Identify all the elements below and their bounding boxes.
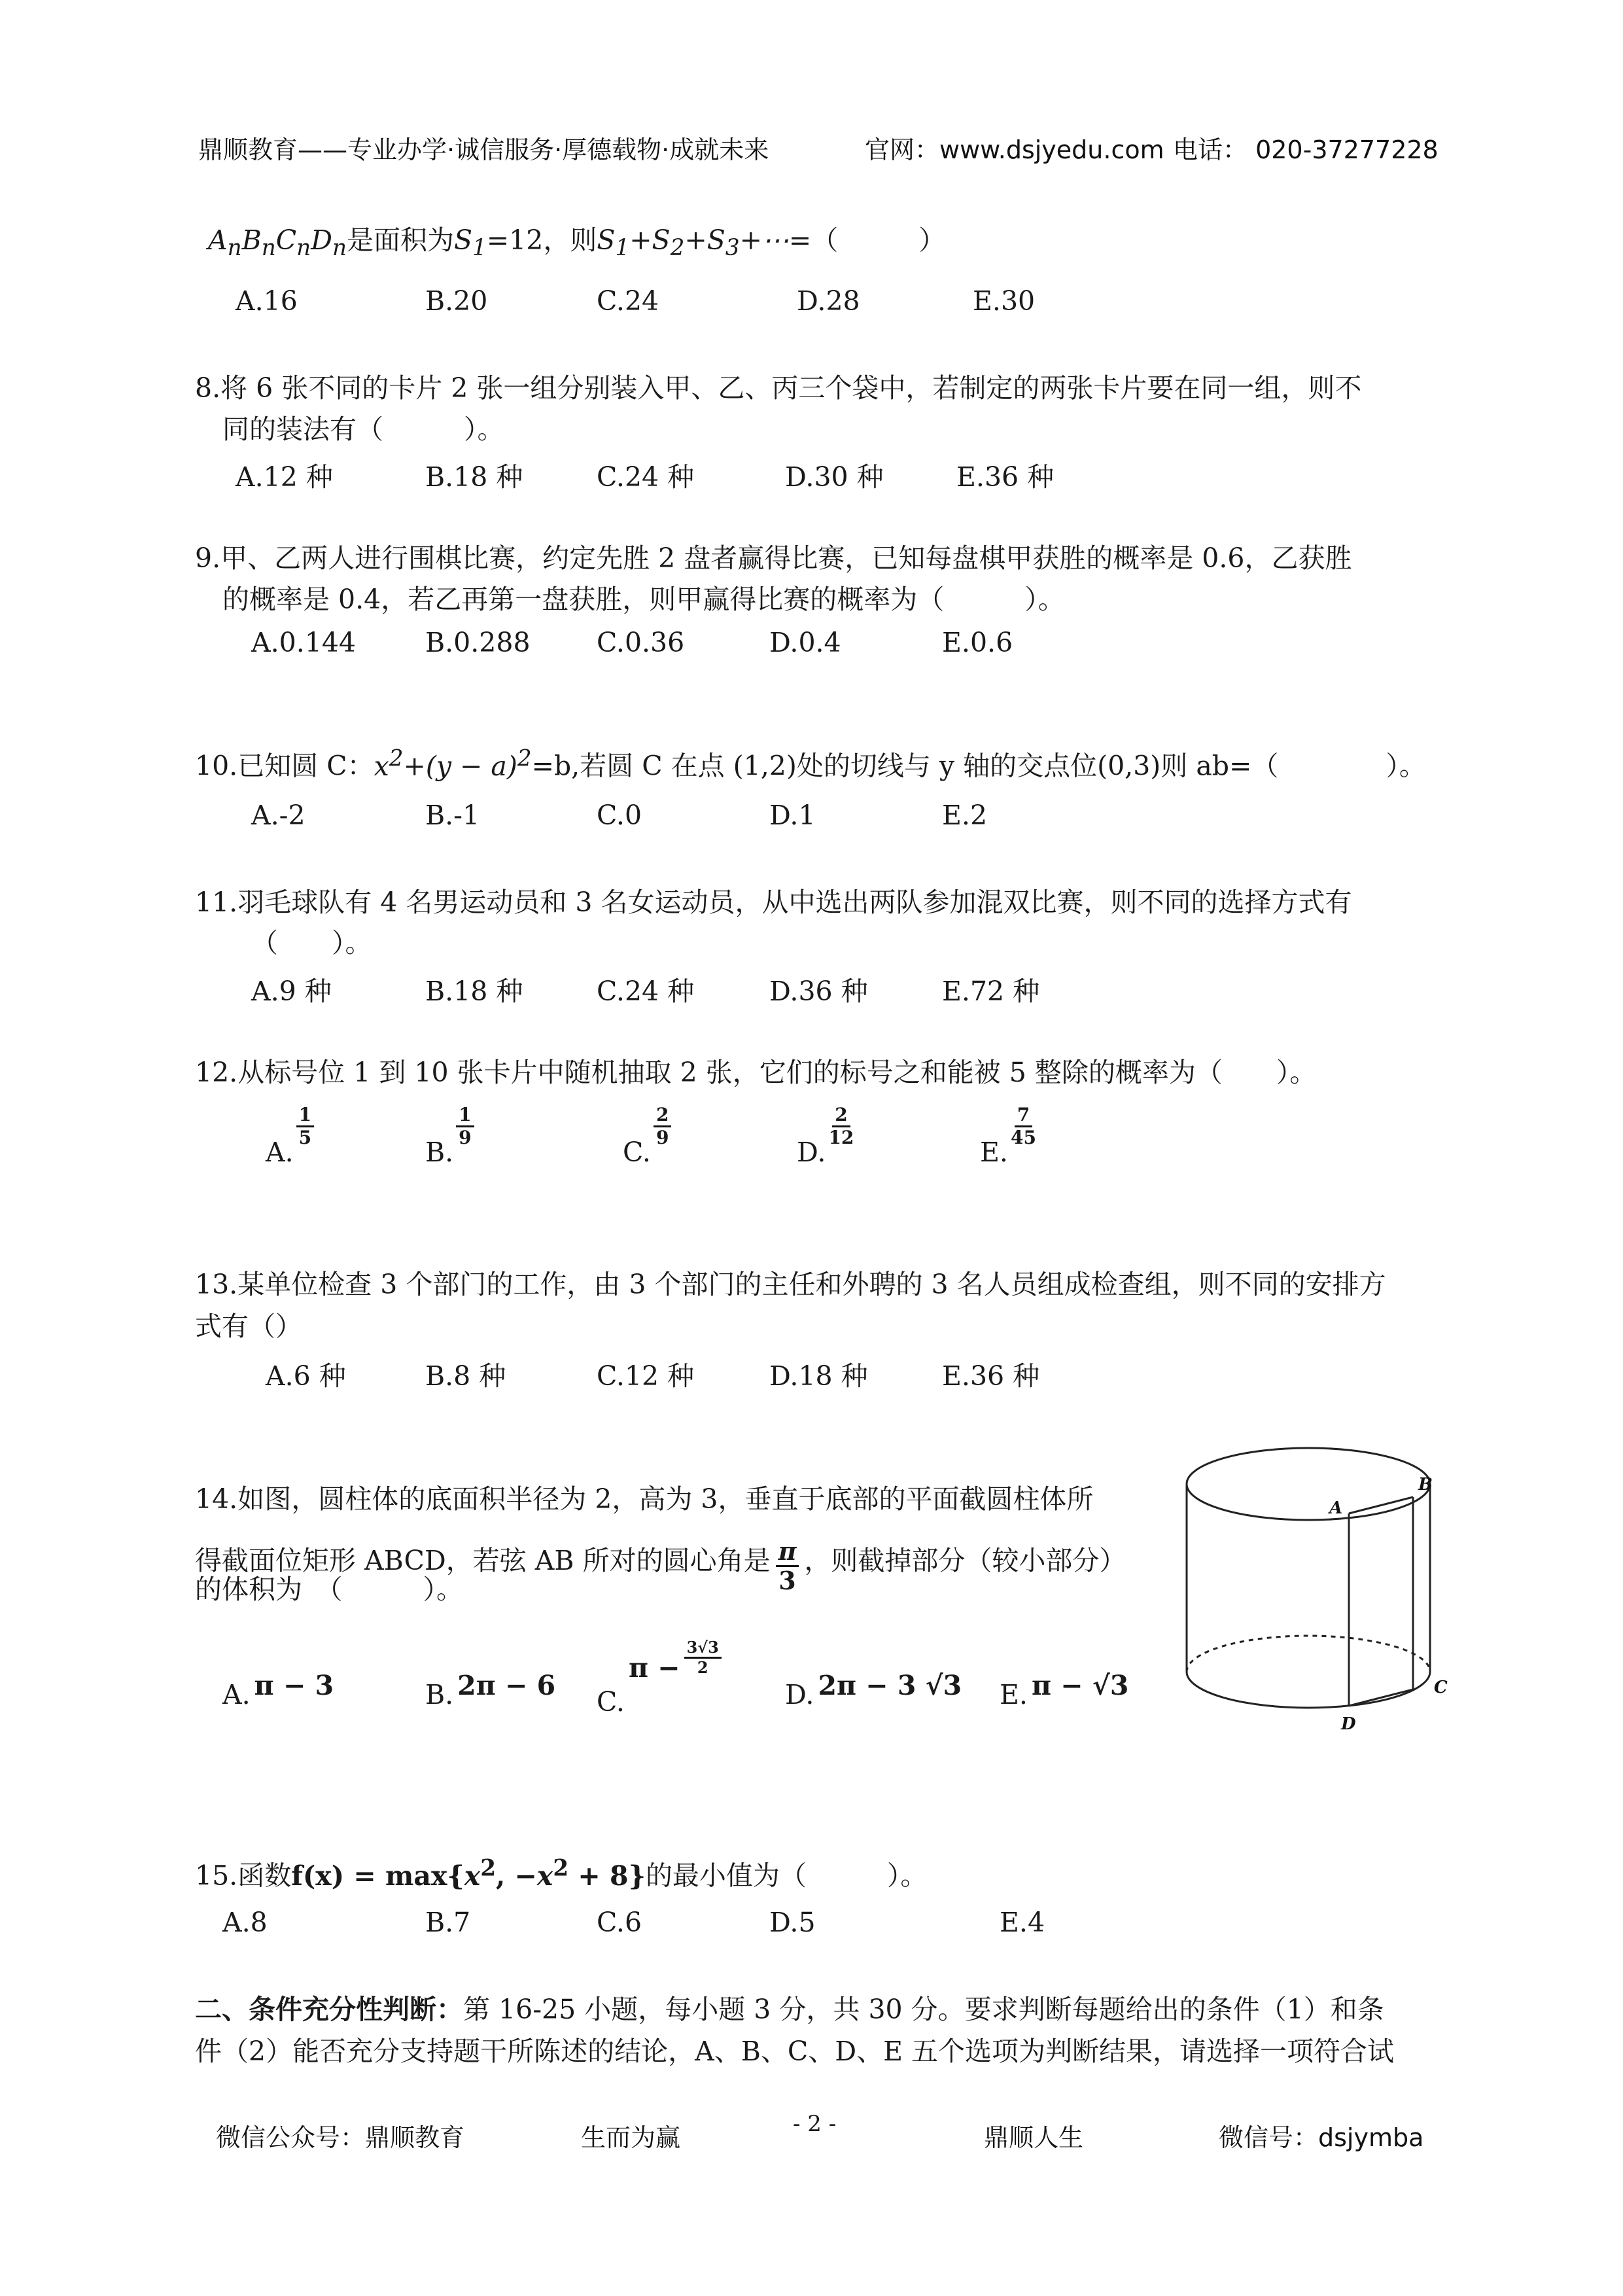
q8-option-c: C.24 种: [597, 461, 695, 493]
q13-line2: 式有（）: [195, 1311, 302, 1342]
q11-option-d: D.36 种: [769, 976, 868, 1007]
q15-prefix: 15.函数: [195, 1860, 292, 1892]
q9-option-a: A.0.144: [251, 627, 357, 658]
q7-math-s1: $S_1$: [454, 224, 487, 262]
q14-option-b-value: 2π − 6: [457, 1670, 556, 1701]
q7-math-sum: $S_1+S_2+S_3+\cdots$: [597, 224, 789, 262]
q12-option-a-fraction: [296, 1104, 314, 1148]
q10-option-a: A.-2: [251, 800, 305, 831]
q9-option-d: D.0.4: [769, 627, 841, 658]
q8-option-d: D.30 种: [785, 461, 884, 493]
q12-option-e: [980, 1104, 1036, 1168]
q7-text-c: =（ ）: [788, 224, 946, 256]
cylinder-bottom-front-arc: [1187, 1672, 1430, 1708]
figure-label-a: A: [1329, 1498, 1343, 1518]
q13-option-a: A.6 种: [266, 1360, 346, 1392]
q14-option-b: [425, 1670, 556, 1710]
section2-line1-rest: 第 16-25 小题，每小题 3 分，共 30 分。要求判断每题给出的条件（1）和条: [463, 1994, 1384, 2025]
header-left: 鼎顺教育——专业办学·诚信服务·厚德载物·成就未来: [198, 135, 769, 164]
q9-line1: 9.甲、乙两人进行围棋比赛，约定先胜 2 盘者赢得比赛，已知每盘棋甲获胜的概率是 0.6，乙获胜: [195, 542, 1352, 574]
figure-label-b: B: [1418, 1475, 1433, 1494]
q11-line1: 11.羽毛球队有 4 名男运动员和 3 名女运动员，从中选出两队参加混双比赛，则不同的选择方式有: [195, 887, 1352, 918]
q13-option-d: D.18 种: [769, 1360, 868, 1392]
q7-stem: [208, 220, 945, 269]
q12-option-a-num: 1: [296, 1104, 314, 1127]
q14-option-c-letter: C.: [597, 1686, 625, 1718]
cut-edge-ab: [1349, 1497, 1413, 1513]
q14-line2-part-a: 得截面位矩形 ABCD，若弦 AB 所对的圆心角是: [195, 1545, 771, 1576]
q14-line3: 的体积为 （ ）。: [195, 1574, 463, 1605]
q14-cylinder-figure: [1178, 1430, 1472, 1731]
q12-option-a-letter: A.: [266, 1137, 294, 1168]
q12-option-c-num: 2: [654, 1104, 671, 1127]
q9-line2: 的概率是 0.4，若乙再第一盘获胜，则甲赢得比赛的概率为（ ）。: [222, 584, 1065, 615]
q7-text-b: =12，则: [486, 224, 597, 256]
q11-option-a: A.9 种: [251, 976, 332, 1007]
q12-option-b-num: 1: [456, 1104, 474, 1127]
q12-option-d-num: 2: [832, 1104, 850, 1127]
q12-option-c-den: 9: [655, 1127, 669, 1148]
footer-page-number: - 2 -: [793, 2111, 837, 2137]
q14-option-e-value: π − √3: [1031, 1670, 1129, 1701]
q9-option-e: E.0.6: [942, 627, 1013, 658]
q8-option-b: B.18 种: [425, 461, 523, 493]
q14-line1: 14.如图，圆柱体的底面积半径为 2，高为 3，垂直于底部的平面截圆柱体所: [195, 1483, 1094, 1515]
q12-option-b-fraction: [456, 1104, 474, 1148]
q10-math-circle: $x^2+(y - a)^2$: [374, 745, 532, 782]
q10-option-d: D.1: [769, 800, 816, 831]
q7-text-a: 是面积为: [347, 224, 454, 256]
header-phone: 电话： 020-37277228: [1173, 135, 1439, 164]
q15-option-d: D.5: [769, 1907, 816, 1938]
q7-option-a: A.16: [236, 285, 298, 317]
q7-option-d: D.28: [797, 285, 860, 317]
q12-option-c: [623, 1104, 671, 1168]
q12-option-a-den: 5: [298, 1127, 312, 1148]
q11-option-c: C.24 种: [597, 976, 695, 1007]
q14-line2-part-b: ，则截掉部分（较小部分）: [804, 1545, 1126, 1576]
q8-option-a: A.12 种: [236, 461, 333, 493]
q12-line1: 12.从标号位 1 到 10 张卡片中随机抽取 2 张，它们的标号之和能被 5 整除的概率为（ ）。: [195, 1057, 1317, 1088]
section2-line2: 件（2）能否充分支持题干所陈述的结论，A、B、C、D、E 五个选项为判断结果，请选择一项符合试: [195, 2036, 1395, 2067]
q7-option-b: B.20: [425, 285, 488, 317]
q15-option-e: E.4: [1000, 1907, 1045, 1938]
q12-option-d-den: 12: [828, 1127, 854, 1148]
q7-option-c: C.24: [597, 285, 659, 317]
q13-option-b: B.8 种: [425, 1360, 506, 1392]
q14-option-d-value: 2π − 3 √3: [818, 1670, 962, 1701]
cylinder-bottom-back-arc: [1187, 1636, 1430, 1672]
footer-wechat-id: 微信号：dsjymba: [1219, 2123, 1424, 2152]
q12-option-d-letter: D.: [797, 1137, 826, 1168]
q12-option-a: [266, 1104, 314, 1168]
q13-option-e: E.36 种: [942, 1360, 1040, 1392]
footer-slogan: 生而为赢: [581, 2123, 681, 2152]
q9-option-c: C.0.36: [597, 627, 685, 658]
figure-label-c: C: [1434, 1678, 1448, 1697]
q14-option-a-letter: A.: [222, 1679, 251, 1710]
q12-option-e-letter: E.: [980, 1137, 1008, 1168]
q15-stem: [195, 1848, 927, 1897]
header-website: 官网：www.dsjyedu.com: [865, 135, 1164, 164]
q12-option-e-fraction: [1011, 1104, 1036, 1148]
q7-option-e: E.30: [973, 285, 1036, 317]
q7-math-anbncndn: $A_nB_nC_nD_n$: [208, 224, 347, 262]
q14-option-c: [597, 1638, 722, 1718]
q14-fraction-pi-over-3: $\frac{\pi}{3}$: [776, 1538, 799, 1595]
q10-suffix: =b,若圆 C 在点 (1,2)处的切线与 y 轴的交点位(0,3)则 ab=（ ）。: [531, 750, 1426, 782]
q12-option-c-fraction: [654, 1104, 671, 1148]
q14-option-b-letter: B.: [425, 1679, 454, 1710]
q12-option-e-num: 7: [1015, 1104, 1032, 1127]
figure-label-d: D: [1341, 1714, 1356, 1731]
cut-edge-dc: [1349, 1689, 1413, 1706]
q14-option-d-letter: D.: [785, 1679, 814, 1710]
q13-option-c: C.12 种: [597, 1360, 695, 1392]
q15-suffix: 的最小值为（ ）。: [645, 1860, 928, 1892]
q10-option-b: B.-1: [425, 800, 480, 831]
q8-line2: 同的装法有（ ）。: [222, 414, 504, 445]
q15-option-c: C.6: [597, 1907, 642, 1938]
q14-option-c-fraction: $\frac{3√3}{2}$: [684, 1638, 722, 1677]
q10-option-e: E.2: [942, 800, 988, 831]
footer-wechat-public: 微信公众号：鼎顺教育: [216, 2123, 465, 2152]
q15-math-function: $f(x) = \max\{x^2$, $-x^2 + 8$}: [291, 1855, 646, 1892]
q14-option-a-value: π − 3: [254, 1670, 334, 1701]
footer-brand: 鼎顺人生: [984, 2123, 1084, 2152]
q14-option-e: [1000, 1670, 1129, 1710]
q14-option-a: [222, 1670, 334, 1710]
section2-line1: [195, 1989, 1384, 2030]
cylinder-top-ellipse: [1187, 1448, 1430, 1520]
q14-option-d: [785, 1670, 962, 1710]
q15-option-b: B.7: [425, 1907, 471, 1938]
q9-option-b: B.0.288: [425, 627, 531, 658]
q15-option-a: A.8: [222, 1907, 268, 1938]
q11-line2: （ ）。: [251, 927, 372, 959]
q8-option-e: E.36 种: [956, 461, 1055, 493]
q14-option-e-letter: E.: [1000, 1679, 1028, 1710]
q11-option-b: B.18 种: [425, 976, 523, 1007]
q14-option-c-value: π −: [628, 1652, 680, 1684]
q12-option-d-fraction: [828, 1104, 854, 1148]
q10-prefix: 10.已知圆 C：: [195, 750, 374, 782]
section2-heading: 二、条件充分性判断：: [195, 1994, 463, 2025]
q12-option-e-den: 45: [1010, 1127, 1036, 1148]
q11-option-e: E.72 种: [942, 976, 1040, 1007]
q12-option-b-den: 9: [459, 1127, 472, 1148]
q13-line1: 13.某单位检查 3 个部门的工作，由 3 个部门的主任和外聘的 3 名人员组成检查组，则不同的安排方: [195, 1269, 1386, 1300]
q10-stem: [195, 738, 1426, 787]
q12-option-d: [797, 1104, 854, 1168]
q12-option-c-letter: C.: [623, 1137, 651, 1168]
q12-option-b-letter: B.: [425, 1137, 454, 1168]
q10-option-c: C.0: [597, 800, 642, 831]
q12-option-b: [425, 1104, 474, 1168]
q8-line1: 8.将 6 张不同的卡片 2 张一组分别装入甲、乙、丙三个袋中，若制定的两张卡片要在同一组，则不: [195, 372, 1362, 404]
